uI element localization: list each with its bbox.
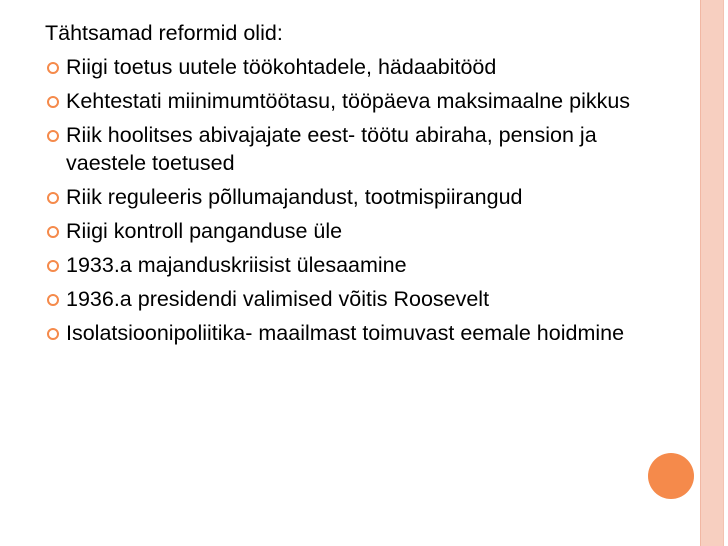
list-item xyxy=(45,87,675,115)
decorative-side-stripe xyxy=(700,0,724,546)
slide-heading: Tähtsamad reformid olid: xyxy=(45,21,283,45)
decorative-stripe-edge xyxy=(723,0,724,546)
list-item-text: Riigi kontroll panganduse üle xyxy=(66,219,343,243)
decorative-stripe-edge xyxy=(700,0,701,546)
circle-bullet-icon xyxy=(47,130,59,142)
list-item xyxy=(45,319,675,347)
bullet-list xyxy=(45,53,675,347)
circle-bullet-icon xyxy=(47,294,59,306)
circle-bullet-icon xyxy=(47,226,59,238)
list-item xyxy=(45,217,675,245)
circle-bullet-icon xyxy=(47,260,59,272)
list-item xyxy=(45,285,675,313)
circle-bullet-icon xyxy=(47,62,59,74)
list-item-text: Riigi toetus uutele töökohtadele, hädaabitööd xyxy=(66,55,497,79)
list-item-text: Kehtestati miinimumtöötasu, tööpäeva maksimaalne pikkus xyxy=(66,89,631,113)
list-item xyxy=(45,183,675,211)
list-item-text: 1933.a majanduskriisist ülesaamine xyxy=(66,253,407,277)
list-item-text: Riik reguleeris põllumajandust, tootmispiirangud xyxy=(66,185,523,209)
list-item-text: Isolatsioonipoliitika- maailmast toimuvast eemale hoidmine xyxy=(66,321,625,345)
list-item-text: Riik hoolitses abivajajate eest- töötu abiraha, pension ja vaestele toetused xyxy=(66,123,597,175)
slide-content xyxy=(45,19,675,353)
list-item-text: 1936.a presidendi valimised võitis Roosevelt xyxy=(66,287,490,311)
list-item xyxy=(45,121,675,177)
list-item xyxy=(45,251,675,279)
decorative-orange-circle xyxy=(648,453,694,499)
circle-bullet-icon xyxy=(47,192,59,204)
circle-bullet-icon xyxy=(47,328,59,340)
circle-bullet-icon xyxy=(47,96,59,108)
list-item xyxy=(45,53,675,81)
